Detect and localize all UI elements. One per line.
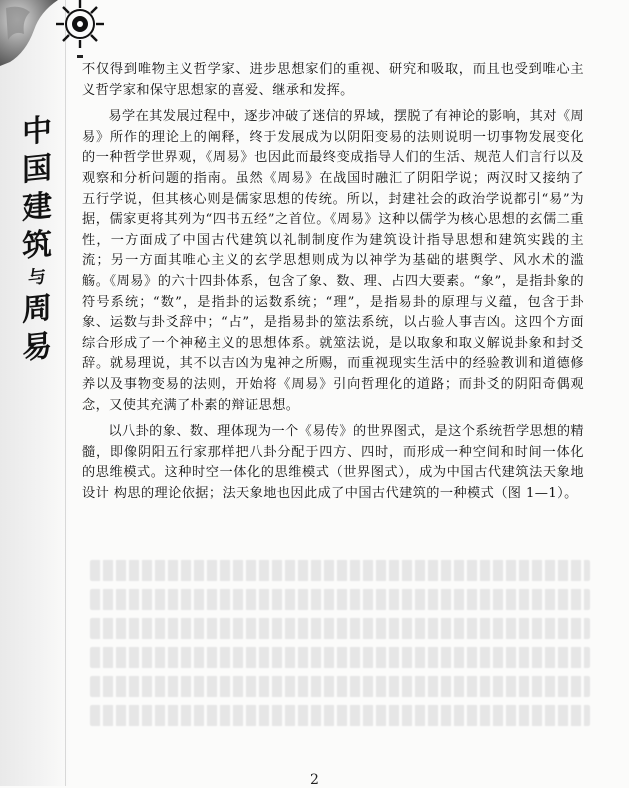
vertical-book-title xyxy=(6,112,68,367)
title-char: 筑 xyxy=(22,226,52,265)
title-char: 建 xyxy=(22,188,52,227)
title-char: 易 xyxy=(22,328,52,367)
paragraph: 不仅得到唯物主义哲学家、进步思想家们的重视、研究和吸取，而且也受到唯心主义哲学家和保守思想家的喜爱、继承和发挥。 xyxy=(82,62,584,98)
paragraph: 以八卦的象、数、理体现为一个《易传》的世界图式，是这个系统哲学思想的精髓，即像阴阳五行家那样把八卦分配于四方、四时，而形成一种空间和时间一体化的思维模式。这种时空一体化的思维模式（世界图式），成为中国古代建筑法天象地设计 构思的理论依据；法天象地也因此成了中国古代建筑的一种模式（图 1—1）。 xyxy=(82,424,584,501)
title-char: 中 xyxy=(22,112,52,151)
title-char: 与 xyxy=(28,265,46,289)
title-char: 周 xyxy=(22,290,52,329)
bleed-through-texture xyxy=(90,560,590,760)
page-number: 2 xyxy=(310,772,319,788)
title-char: 国 xyxy=(22,150,52,189)
paragraph: 易学在其发展过程中，逐步冲破了迷信的界域，摆脱了有神论的影响，其对《周易》所作的理论上的阐释，终于发展成为以阴阳变易的法则说明一切事物发展变化的一种哲学世界观，《周易》也因此而最终变成指导人们的生活、规范人们言行以及观察和分析问题的指南。虽然《周易》在战国时融汇了阴阳学说；两汉时又接纳了五行学说，但其核心则是儒家思想的传统。所以，封建社会的政治学说都引“易”为据，儒家更将其列为“四书五经”之首位。《周易》这种以儒学为核心思想的玄儒二重性，一方面成了中国古代建筑以礼制制度作为建筑设计指导思想和建筑实践的主流；另一方面其唯心主义的玄学思想则成为以神学为基础的堪舆学、风水术的滥觞。《周易》的六十四卦体系，包含了象、数、理、占四大要素。“象”，是指卦象的符号系统；“数”，是指卦的运数系统；“理”，是指易卦的原理与义蕴，包含于卦象、运数与卦爻辞中；“占”，是指易卦的筮法系统，以占验人事吉凶。这四个方面综合形成了一个神秘主义的思想体系。就筮法说，是以取象和取义解说卦象和封爻辞。就易理说，其不以吉凶为鬼神之所赐，而重视现实生活中的经验教训和道德修养以及事物变易的法则，开始将《周易》引向哲理化的道路；而卦爻的阴阳奇偶观念，又使其充满了朴素的辩证思想。 xyxy=(82,109,584,413)
body-text xyxy=(82,60,584,510)
